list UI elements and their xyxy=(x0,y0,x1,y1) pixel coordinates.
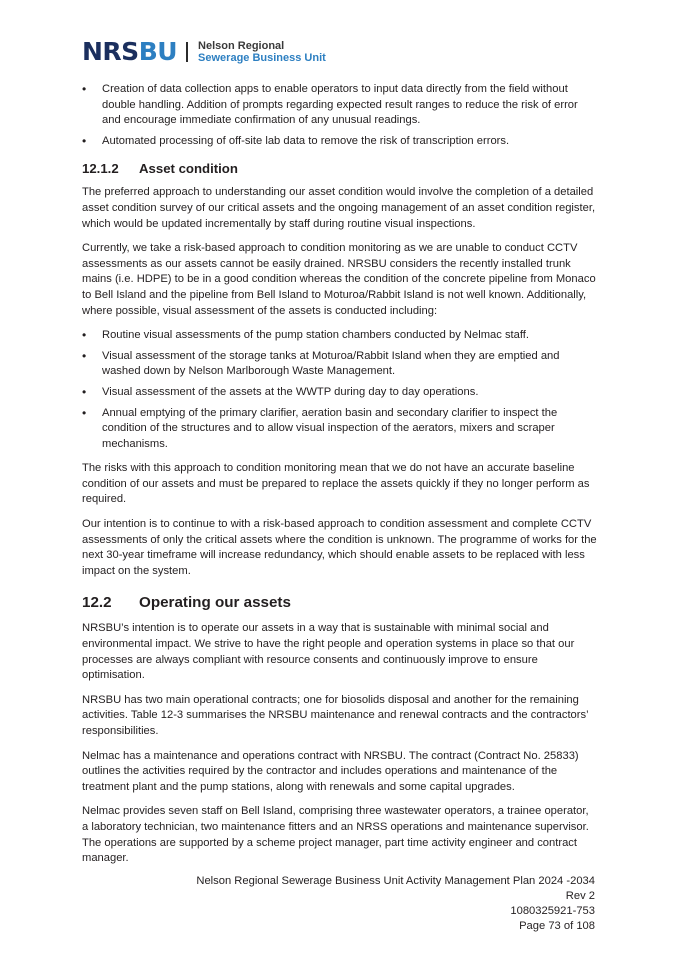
paragraph: The preferred approach to understanding our asset condition would involve the completion of a detailed asset condition survey of our critical assets and the ongoing management of an asset condition register, which would be updated incrementally by staff during routine visual inspections. xyxy=(82,186,596,230)
nrsbu-logo xyxy=(82,39,326,65)
paragraph: Our intention is to continue to with a risk-based approach to condition assessment and complete CCTV assessments of only the critical assets where the condition is unknown. The programme of works for the next 30-year timeframe will increase redundancy, which should enable assets to be replaced with less impact on the system. xyxy=(82,518,597,577)
page-footer xyxy=(196,874,595,934)
section-number: 12.2 xyxy=(82,594,112,612)
paragraph: Currently, we take a risk-based approach to condition monitoring as we are unable to conduct CCTV assessments as our assets cannot be easily drained. NRSBU considers the recently installed trunk mains (i.e. HDPE) to be in a good condition whereas the condition of the concrete pipeline from Monaco to Bell Island and the pipeline from Bell Island to Moturoa/Rabbit Island is not well known. Additionally, where possible, visual assessment of the assets is conducted including: xyxy=(82,242,596,317)
footer-page-number: Page 73 of 108 xyxy=(519,920,595,932)
section-title: Asset condition xyxy=(139,161,238,177)
list-item: • Visual assessment of the storage tanks at Moturoa/Rabbit Island when they are emptied and washed down by Nelson Marlborough Waste Management. xyxy=(82,349,597,380)
intro-bullet-list xyxy=(82,82,597,149)
paragraph: Nelmac has a maintenance and operations contract with NRSBU. The contract (Contract No. 25833) outlines the activities required by the contractor and includes operations and maintenance of the treatment plant and the pump stations, along with renewals and some capital upgrades. xyxy=(82,749,579,793)
list-item: • Creation of data collection apps to enable operators to input data directly from the field without double handling. Addition of prompts regarding expected result ranges to reduce the risk of error and encourage immediate confirmation of any unusual readings. xyxy=(82,82,597,129)
footer-document-id: 1080325921-753 xyxy=(510,905,595,917)
list-item: • Visual assessment of the assets at the WWTP during day to day operations. xyxy=(82,385,597,401)
footer-revision: Rev 2 xyxy=(565,890,595,902)
paragraph: Nelmac provides seven staff on Bell Island, comprising three wastewater operators, a trainee operator, a laboratory technician, two maintenance fitters and an NRSS operations and maintenance supervisor. The operations are supported by a scheme project manager, part time activity engineer and contract manager. xyxy=(82,805,589,865)
logo-org-name xyxy=(198,40,326,64)
paragraph: The risks with this approach to condition monitoring mean that we do not have an accurate baseline condition of our assets and must be prepared to replace the assets quickly if they no longer perform as required. xyxy=(82,462,590,506)
list-item: • Annual emptying of the primary clarifier, aeration basin and secondary clarifier to inspect the condition of the structures and to allow visual inspection of the aerators, mixers and scraper mechanisms. xyxy=(82,406,597,453)
page-body xyxy=(82,82,597,876)
list-item: • Automated processing of off-site lab data to remove the risk of transcription errors. xyxy=(82,134,597,150)
paragraph: NRSBU’s intention is to operate our assets in a way that is sustainable with minimal social and environmental impact. We strive to have the right people and operation systems in place so that our processes are always compliant with resource consents and continuously improve to ensure optimisation. xyxy=(82,622,575,682)
logo-org-line1: Nelson Regional xyxy=(198,40,285,52)
list-item: • Routine visual assessments of the pump station chambers conducted by Nelmac staff. xyxy=(82,328,597,344)
section-heading-operating-assets xyxy=(82,594,597,612)
section-number: 12.1.2 xyxy=(82,161,119,177)
section-title: Operating our assets xyxy=(139,594,291,612)
footer-document-title: Nelson Regional Sewerage Business Unit Activity Management Plan 2024 -2034 xyxy=(196,875,595,887)
section-heading-asset-condition xyxy=(82,161,597,177)
logo-wordmark: NRSBU xyxy=(82,37,178,66)
inspection-bullet-list xyxy=(82,328,597,452)
logo-org-line2: Sewerage Business Unit xyxy=(198,52,326,64)
logo-divider xyxy=(186,42,188,62)
paragraph: NRSBU has two main operational contracts; one for biosolids disposal and another for the remaining activities. Table 12-3 summarises the NRSBU maintenance and renewal contracts and the contractors’ responsibilities. xyxy=(82,693,589,737)
